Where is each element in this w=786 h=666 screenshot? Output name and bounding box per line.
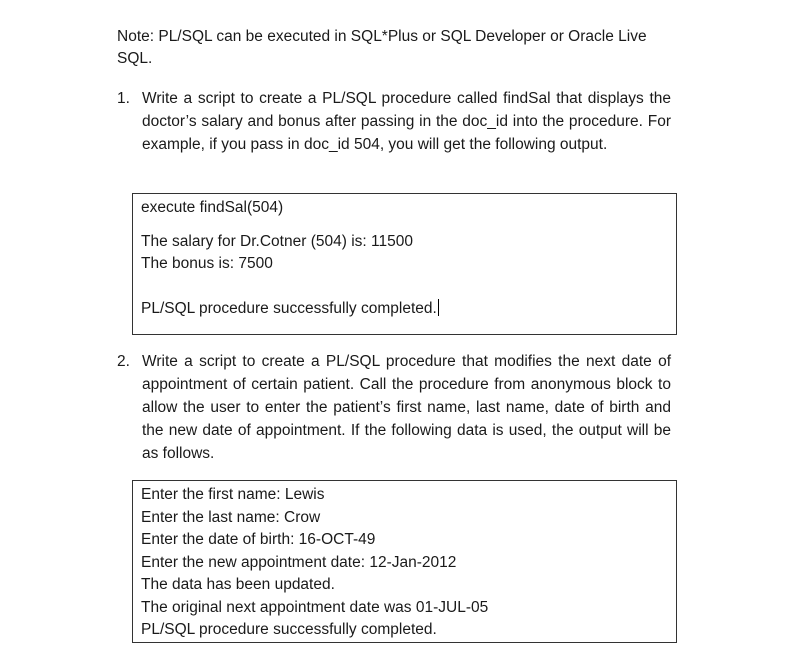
output-line: execute findSal(504) [141, 199, 284, 216]
output-line: PL/SQL procedure successfully completed. [141, 299, 437, 317]
output-line: Enter the last name: Crow [141, 508, 321, 526]
question-text: Write a script to create a PL/SQL procedure called findSal that displays the doctor’s salary and bonus after passing in the doc_id into the procedure. For example, if you pass in doc_id 504, you will get the following output. [142, 90, 671, 153]
output-line: Enter the first name: Lewis [141, 486, 325, 503]
output-line: The original next appointment date was 01-JUL-05 [141, 598, 489, 616]
text-cursor [438, 299, 439, 316]
output-line: The bonus is: 7500 [141, 255, 273, 272]
output-line: PL/SQL procedure successfully completed. [141, 621, 437, 638]
output-line-with-cursor [141, 298, 676, 321]
sample-output-box-2 [132, 480, 677, 643]
output-line: Enter the date of birth: 16-OCT-49 [141, 531, 376, 548]
question-number: 2. [117, 353, 130, 370]
question-number: 1. [117, 90, 130, 107]
question-1 [117, 87, 671, 156]
output-line: Enter the new appointment date: 12-Jan-2012 [141, 553, 457, 571]
question-text: Write a script to create a PL/SQL procedure that modifies the next date of appointment of certain patient. Call the procedure from anonymous block to allow the user to enter the patient’s first name, last name, date of birth and the new date of appointment. If the following data is used, the output will be as follows. [142, 353, 671, 462]
note-text: Note: PL/SQL can be executed in SQL*Plus or SQL Developer or Oracle Live SQL. [117, 28, 647, 67]
output-line: The data has been updated. [141, 576, 335, 593]
output-line: The salary for Dr.Cotner (504) is: 11500 [141, 232, 413, 250]
sample-output-box-1 [132, 193, 677, 335]
question-2 [117, 350, 671, 465]
